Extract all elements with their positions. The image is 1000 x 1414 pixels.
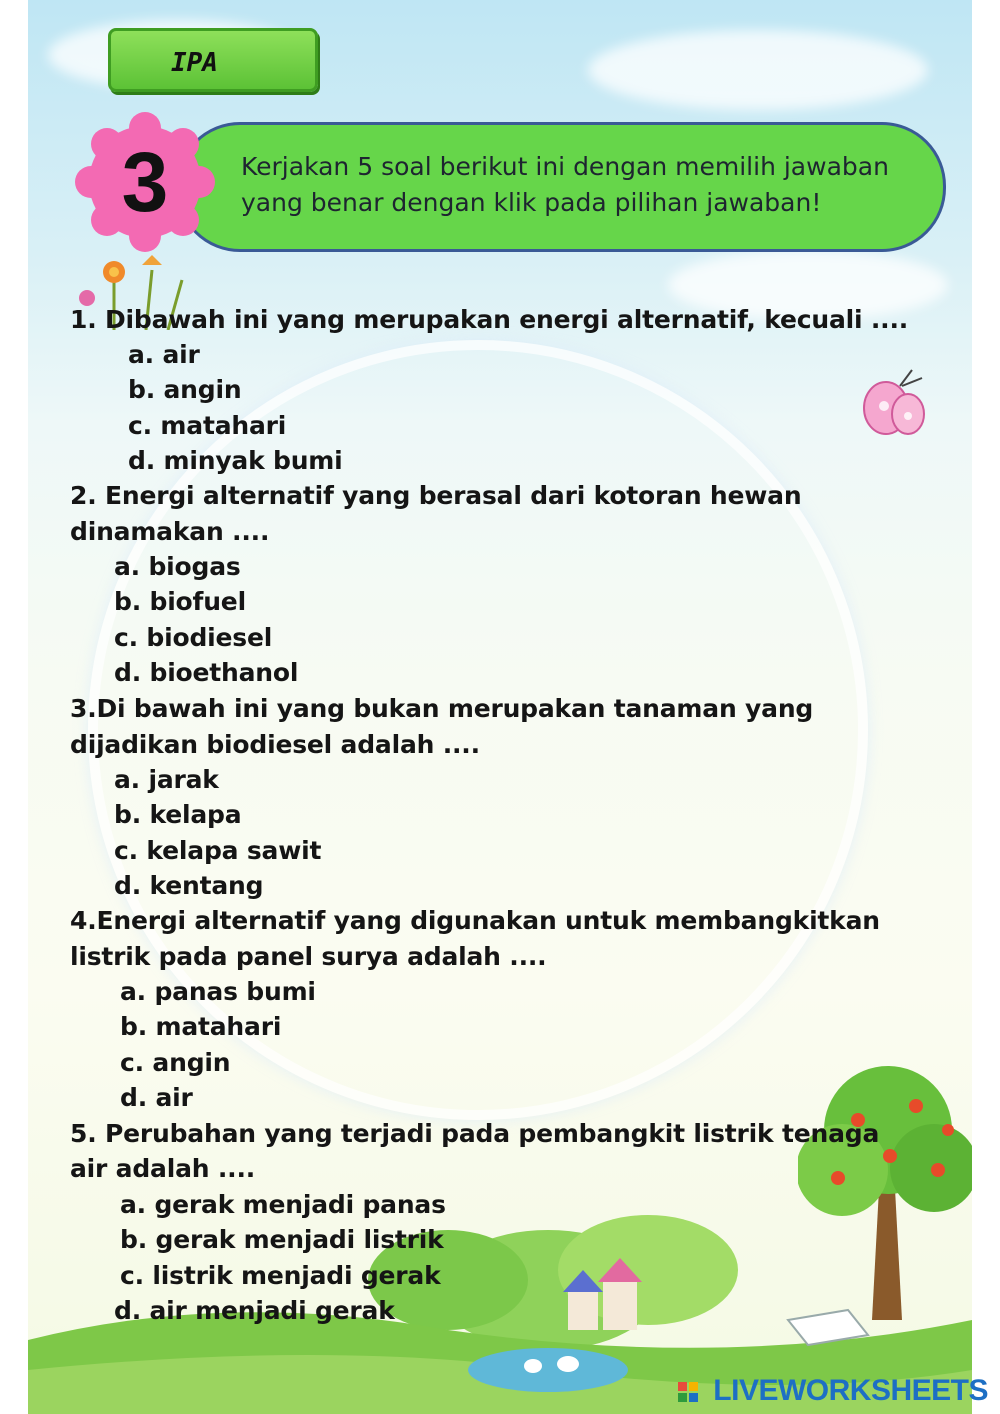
question-1-option-a[interactable]: a. air [128,340,200,369]
question-1-option-d[interactable]: d. minyak bumi [128,446,343,475]
question-4-text: listrik pada panel surya adalah .... [70,942,547,971]
question-3-option-b[interactable]: b. kelapa [114,800,242,829]
section-number: 3 [121,135,169,229]
question-1-text: 1. Dibawah ini yang merupakan energi alternatif, kecuali .... [70,305,909,334]
question-4-option-d[interactable]: d. air [120,1083,193,1112]
question-3-option-c[interactable]: c. kelapa sawit [114,836,322,865]
question-4-option-a[interactable]: a. panas bumi [120,977,316,1006]
question-1-option-b[interactable]: b. angin [128,375,242,404]
question-4-text: 4.Energi alternatif yang digunakan untuk membangkitkan [70,906,880,935]
question-3-text: dijadikan biodiesel adalah .... [70,730,480,759]
instruction-text [241,149,901,221]
question-3-option-a[interactable]: a. jarak [114,765,219,794]
instruction-banner [176,122,946,252]
question-5-option-a[interactable]: a. gerak menjadi panas [120,1190,446,1219]
subject-tag: IPA [108,28,318,92]
question-5-option-d[interactable]: d. air menjadi gerak [114,1296,395,1325]
question-5-option-c[interactable]: c. listrik menjadi gerak [120,1261,441,1290]
question-3-option-d[interactable]: d. kentang [114,871,264,900]
question-5-option-b[interactable]: b. gerak menjadi listrik [120,1225,444,1254]
question-2-option-d[interactable]: d. bioethanol [114,658,299,687]
question-5-text: 5. Perubahan yang terjadi pada pembangkit listrik tenaga [70,1119,880,1148]
instruction-line: yang benar dengan klik pada pilihan jawaban! [241,188,822,217]
butterfly-icon [856,366,936,462]
cloud-decoration [588,30,928,110]
question-2-option-a[interactable]: a. biogas [114,552,241,581]
question-5-text: air adalah .... [70,1154,256,1183]
question-1-option-c[interactable]: c. matahari [128,411,287,440]
question-2-option-b[interactable]: b. biofuel [114,587,246,616]
question-2-text: 2. Energi alternatif yang berasal dari kotoran hewan [70,481,802,510]
question-4-option-b[interactable]: b. matahari [120,1012,282,1041]
instruction-line: Kerjakan 5 soal berikut ini dengan memilih jawaban [241,152,889,181]
liveworksheets-logo-icon [678,1382,700,1404]
section-number-badge [72,112,218,252]
question-3-text: 3.Di bawah ini yang bukan merupakan tanaman yang [70,694,814,723]
question-2-text: dinamakan .... [70,517,270,546]
question-2-option-c[interactable]: c. biodiesel [114,623,273,652]
liveworksheets-brand[interactable]: LIVEWORKSHEETS [713,1374,988,1407]
question-4-option-c[interactable]: c. angin [120,1048,231,1077]
worksheet-page [28,0,972,1414]
